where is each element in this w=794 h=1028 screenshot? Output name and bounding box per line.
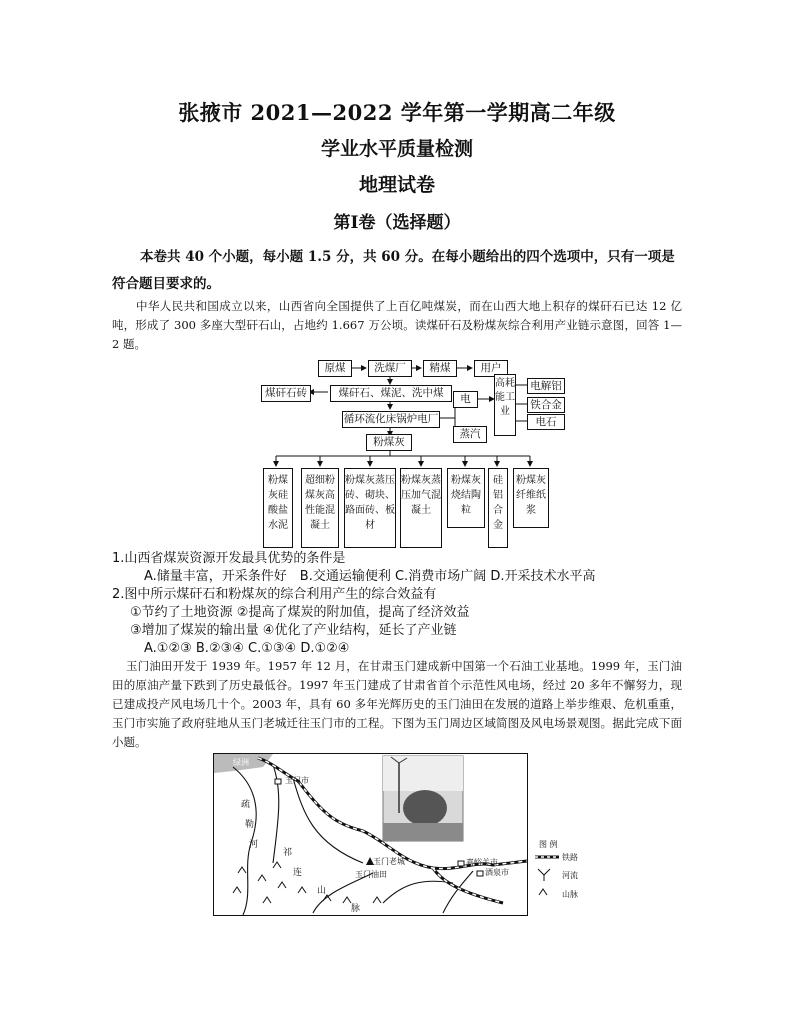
product-ceramsite: 粉煤灰烧结陶粒 (447, 468, 485, 528)
question-1: 1.山西省煤炭资源开发最具优势的条件是 (112, 551, 346, 566)
label-river-2: 勒 (245, 820, 255, 830)
washery-box: 洗煤厂 (368, 360, 412, 377)
yumen-map-figure (213, 753, 578, 916)
map-graphic (213, 753, 578, 916)
section-heading: 第Ⅰ卷（选择题） (333, 213, 461, 233)
high-energy-industry-box: 高耗能工业 (494, 374, 516, 436)
product-bricks: 粉煤灰蒸压砖、砌块、路面砖、板材 (344, 468, 396, 548)
power-plant-box: 循环流化床锅炉电厂 (342, 411, 440, 428)
passage-2: 玉门油田开发于 1939 年。1957 年 12 月，在甘肃玉门建成新中国第一个石油工业基地。1999 年，玉门油田的原油产量下跌到了历史最低谷。1997 年玉门建成了甘肃省首个示范性风电场，经过 20 多年不懈努力，现已建成投产风电场几十个。2003 年，具有 60 多年光辉历史的玉门油田在发展的道路上举步维艰、危机重重，玉门市实施了政府驻地从玉门老城迁往玉门市的工程。下图为玉门周边区域简图及风电场景观图。据此完成下面小题。 (112, 659, 682, 749)
steam-box: 蒸汽 (453, 426, 487, 443)
label-oasis: 绿洲 (233, 758, 249, 767)
product-si-al-alloy: 硅铝合金 (488, 468, 508, 548)
legend-mountain: 山脉 (562, 890, 578, 899)
label-jiayuguan: 嘉峪关市 (466, 858, 498, 867)
legend-title: 图 例 (539, 840, 558, 849)
label-mountain-3: 山 (317, 886, 327, 896)
legend-railway: 铁路 (562, 853, 578, 862)
legend-river: 河流 (562, 871, 578, 880)
question-2-line-1: ①节约了土地资源 ②提高了煤炭的附加值，提高了经济效益 (130, 605, 470, 620)
label-mountain-2: 连 (293, 868, 303, 878)
electricity-box: 电 (453, 391, 478, 408)
instructions: 本卷共 40 个小题，每小题 1.5 分，共 60 分。在每小题给出的四个选项中，只有一项是符合题目要求的。 (112, 249, 675, 292)
gangue-brick-box: 煤矸石砖 (261, 385, 311, 402)
question-2: 2.图中所示煤矸石和粉煤灰的综合利用产生的综合效益有 (112, 587, 437, 602)
product-cement: 粉煤灰硅酸盐水泥 (263, 468, 293, 548)
label-river-1: 疏 (241, 800, 251, 810)
product-pulp: 粉煤灰纤维纸浆 (513, 468, 549, 528)
label-yumen-city: 玉门市 (285, 776, 309, 785)
fly-ash-box: 粉煤灰 (366, 434, 412, 451)
clean-coal-box: 精煤 (423, 360, 457, 377)
passage-1: 中华人民共和国成立以来，山西省向全国提供了上百亿吨煤炭，而在山西大地上积存的煤矸石已达 12 亿吨，形成了 300 多座大型矸石山，占地约 1.667 万公顷。读煤矸石及粉煤灰综合利用产业链示意图，回答 1—2 题。 (112, 299, 682, 351)
gangue-mix-box: 煤矸石、煤泥、洗中煤 (330, 385, 452, 402)
exam-title: 张掖市 2021—2022 学年第一学期高二年级 (178, 100, 616, 125)
exam-name: 地理试卷 (358, 174, 435, 196)
label-mountain-4: 脉 (351, 904, 361, 914)
exam-subtitle: 学业水平质量检测 (320, 138, 473, 160)
label-oilfield: 玉门油田 (355, 870, 387, 879)
question-2-options: A.①②③ B.②③④ C.①③④ D.①②④ (144, 641, 350, 656)
raw-coal-box: 原煤 (318, 360, 352, 377)
output-electrolytic-aluminum: 电解铝 (527, 378, 565, 394)
question-2-line-2: ③增加了煤炭的输出量 ④优化了产业结构，延长了产业链 (130, 623, 457, 638)
product-concrete: 超细粉煤灰高性能混凝土 (301, 468, 339, 548)
label-river-3: 河 (249, 840, 259, 850)
output-calcium-carbide: 电石 (527, 414, 565, 430)
product-aerated-concrete: 粉煤灰蒸压加气混凝土 (400, 468, 442, 548)
output-ferroalloy: 铁合金 (527, 397, 565, 413)
label-mountain-1: 祁 (283, 848, 293, 858)
label-old-town: 玉门老城 (373, 857, 405, 866)
label-jiuquan: 酒泉市 (485, 868, 509, 877)
question-1-options: A.储量丰富，开采条件好 B.交通运输便利 C.消费市场广阔 D.开采技术水平高 (144, 569, 596, 584)
users-box: 用户 (474, 360, 508, 377)
